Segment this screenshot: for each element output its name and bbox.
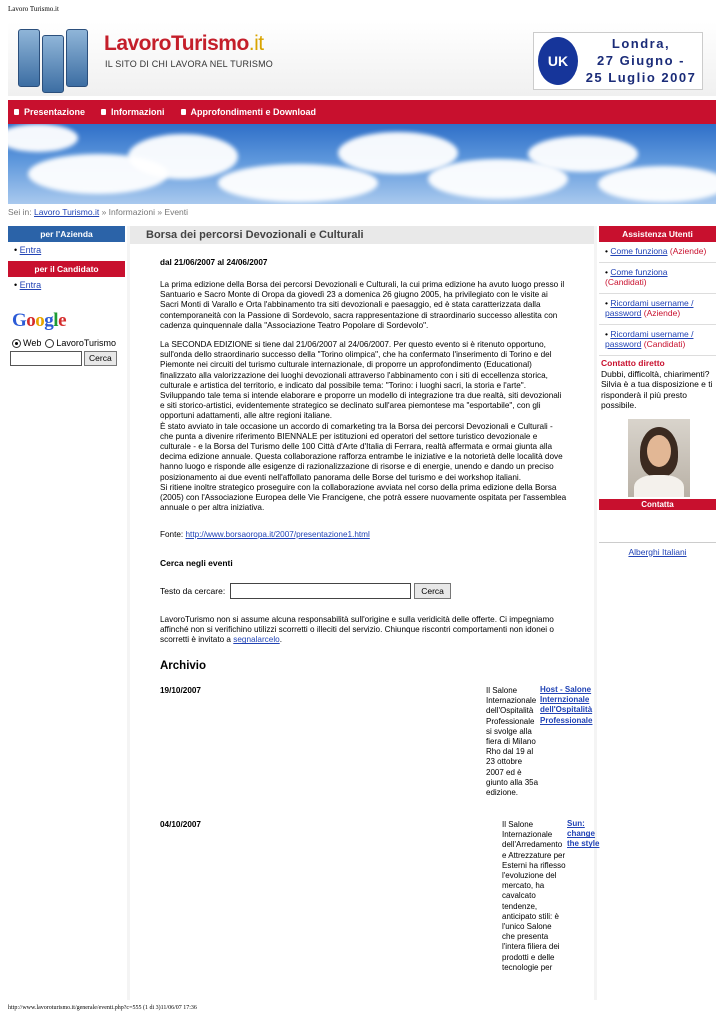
alberghi-italiani-link[interactable]: Alberghi Italiani [628,546,687,557]
candidato-header: per il Candidato [8,261,125,277]
page-title: Borsa dei percorsi Devozionali e Culturali [130,226,594,244]
azienda-entra-link[interactable]: Entra [19,245,42,255]
radio-web[interactable] [12,339,21,348]
event-date-range: dal 21/06/2007 al 24/06/2007 [160,258,268,267]
come-funziona-aziende-link[interactable]: Come funziona [610,246,668,256]
radio-lavoroturismo[interactable] [45,339,54,348]
banner-text: Londra, 27 Giugno - 25 Luglio 2007 [585,36,697,85]
breadcrumb: Sei in: Lavoro Turismo.it » Informazioni » Eventi [8,207,189,217]
left-sidebar: per l'Azienda • Entra per il Candidato • Entra Google Web LavoroTurismo Cerca [8,226,125,366]
event-search-input[interactable] [230,583,411,599]
print-footer: http://www.lavoroturismo.it/generale/eventi.php?c=555 (1 di 3)11/06/07 17:36 [8,1005,197,1011]
breadcrumb-home-link[interactable]: Lavoro Turismo.it [34,207,100,217]
main-nav [8,100,716,124]
sky-banner-image [8,124,716,204]
source-link[interactable]: http://www.borsaoropa.it/2007/presentazione1.html [185,530,370,539]
come-funziona-candidati-link[interactable]: Come funziona [610,267,668,277]
london-ad-banner[interactable] [533,32,703,90]
archive-text: Il Salone Internazionale dell'Arredamento e Attrezzature per Esterni ha riflesso l'evoluzione del mercato, ha cavalcato tendenze, anticipato stili: è l'unico Salone che presenta l'intera filiera dei prodotti e delle tecnologie per [502,820,566,972]
google-logo: Google [12,310,66,331]
help-item: • Ricordami username / password (Candidati) [599,325,716,356]
google-search-button[interactable]: Cerca [84,351,117,366]
nav-approfondimenti[interactable]: Approfondimenti e Download [181,107,317,117]
site-tagline: IL SITO DI CHI LAVORA NEL TURISMO [105,59,273,69]
ricordami-candidati-link[interactable]: Ricordami username / password [605,329,694,349]
archive-link[interactable]: Host - Salone Internzionale dell'Ospitalità Professionale [540,685,593,725]
print-page-title: Lavoro Turismo.it [8,5,59,13]
candidato-entra-link[interactable]: Entra [19,280,42,290]
right-sidebar [599,226,716,557]
brand-logo[interactable]: LavoroTurismo.it [104,32,264,55]
google-search-input[interactable] [10,351,82,366]
main-content [130,226,600,1000]
direct-contact: Contatto diretto Dubbi, difficoltà, chiarimenti? Silvia è a tua disposizione e ti risponderà il più presto possibile. [601,358,713,410]
report-link[interactable]: segnalarcelo [233,635,280,645]
help-item: • Ricordami username / password (Aziende) [599,294,716,325]
assistenza-header: Assistenza Utenti [599,226,716,242]
bullet-icon [181,109,186,115]
event-search-button[interactable]: Cerca [414,583,451,599]
search-heading: Cerca negli eventi [160,558,233,568]
azienda-header: per l'Azienda [8,226,125,242]
archive-date: 04/10/2007 [160,820,201,829]
contatta-button[interactable]: Contatta [599,499,716,510]
nav-informazioni[interactable]: Informazioni [101,107,165,117]
support-agent-photo [628,419,690,497]
event-search-form: Testo da cercare: Cerca [160,583,451,599]
nav-presentazione[interactable]: Presentazione [14,107,85,117]
bullet-icon [14,109,19,115]
event-para-1: La prima edizione della Borsa dei percorsi Devozionali e Culturali, la cui prima edizione ha avuto luogo presso il Santuario e Sacro Monte di Oropa da giovedì 23 a domenica 26 giugno 2005, ha privilegiato con le visite ai Sacri Monti di Varallo e Orta l'abbinamento tra siti devozionali e paesaggio, ed è stata caratterizzata dalla contemporaneità con la Passione di Sordevolo, sacra rappresentazione di straordinario successo allestita con cadenza quinquennale dalla "Associazione Teatro Popolare di Sordevolo". [160,280,565,330]
disclaimer: LavoroTurismo non si assume alcuna responsabilità sull'origine e sulla veridicità delle offerte. Ci impegniamo affinché non si verifichino utilizzi scorretti o illeciti del servizio. Chiunque riscontri comportamenti non idonei o scorretti è invitato a segnalarcelo. [160,615,554,645]
archive-text: Il Salone Internazionale dell'Ospitalità Professionale si svolge alla fiera di Milano Rho dal 19 al 23 ottobre 2007 ed è giunto alla 35a edizione. [486,686,539,798]
bullet-icon [101,109,106,115]
faces-logo-icon [12,25,98,93]
event-para-2: La SECONDA EDIZIONE si tiene dal 21/06/2007 al 24/06/2007. Per questo evento si è ritenuto opportuno, sull'onda dello straordinario successo della "Torino olimpica", che ha confermato l'inserimento di Torino e del Piemonte nei circuiti del turismo culturale internazionale, di proporre un approfondimento (Educational) finalizzato alla valorizzazione dei luoghi devozionali attraverso l'abbinamento con i siti di eccellenza storica, culturale e artistica del territorio, e indicato dal possibile tema: "Torino: i luoghi sacri, la storia e l'arte". Sviluppando tale tema si intende elaborare e proporre un modello di integrazione tra due realtà, siti devozionali e siti storico-artistici, evidentemente strategico se declinato sull'area piemontese ma "esportabile", con gli opportuni adattamenti, alle altre regioni italiane. È stato avviato in tale occasione un accordo di comarketing tra la Borsa dei percorsi Devozionali e Culturali - che punta a divenire riferimento BIENNALE per istituzioni ed operatori del settore turistico devozionale e culturale - e la Borsa del Turismo delle 100 Città d'Arte d'Italia di Ferrara, realtà affermata e ormai giunta alla decima edizione annuale. Questa collaborazione rafforza entrambe le iniziative e la notorietà delle località dove hanno luogo e risponde alle esigenze di razionalizzazione di risorse e di energie, unendo e dando un preciso posizionamento ai due eventi nell'affollato panorama delle Borse del turismo e dei workshop italiani. Si ritiene inoltre strategico proseguire con la collaborazione avviata nel corso della prima edizione della Borsa (2005) con l'Associazione Europea delle Vie Francigene, che potrà essere nuovamente ospitata per l'assemblea annuale o per altra iniziativa. [160,340,567,513]
archive-link[interactable]: Sun: change the style [567,819,600,849]
help-item: • Come funziona (Candidati) [599,263,716,294]
event-source: Fonte: http://www.borsaoropa.it/2007/presentazione1.html [160,530,370,539]
archive-date: 19/10/2007 [160,686,201,695]
ricordami-aziende-link[interactable]: Ricordami username / password [605,298,694,318]
help-item: • Come funziona (Aziende) [599,242,716,263]
uk-logo-icon: UK [538,37,578,85]
site-header [8,22,716,96]
archive-heading: Archivio [160,660,207,672]
